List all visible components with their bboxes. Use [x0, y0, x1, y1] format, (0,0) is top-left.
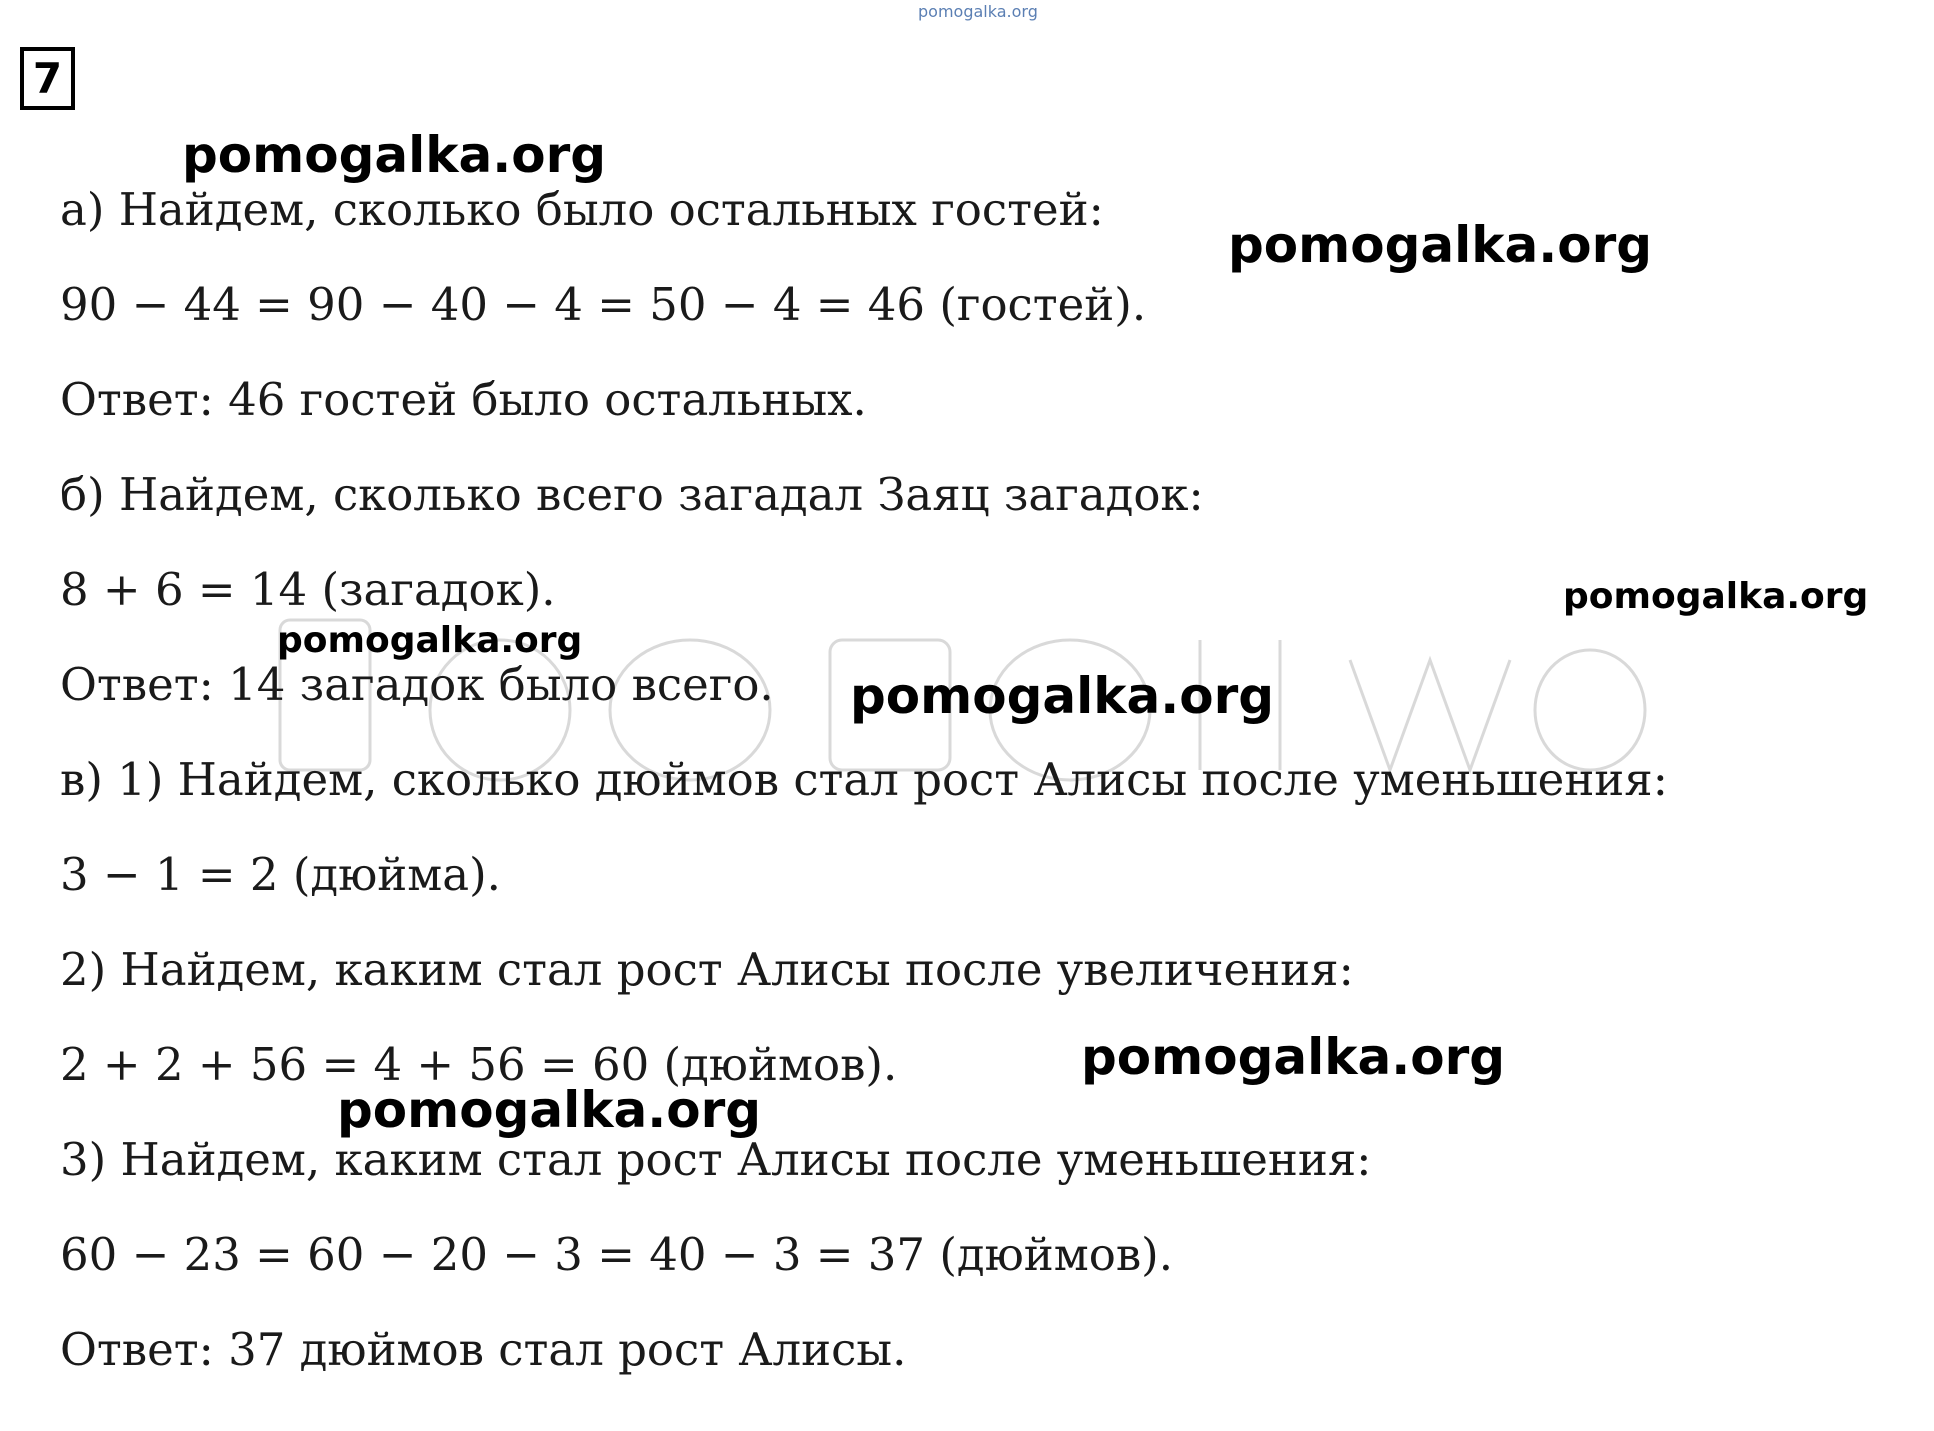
watermark-2: pomogalka.org [1228, 216, 1653, 274]
text-line-a-heading: а) Найдем, сколько было остальных гостей: [60, 183, 1104, 236]
task-number-box: 7 [20, 47, 75, 110]
text-line-a-answer: Ответ: 46 гостей было остальных. [60, 373, 867, 426]
text-line-c1-calc: 3 − 1 = 2 (дюйма). [60, 848, 501, 901]
text-line-c3-heading: 3) Найдем, каким стал рост Алисы после уменьшения: [60, 1133, 1372, 1186]
text-line-b-heading: б) Найдем, сколько всего загадал Заяц загадок: [60, 468, 1204, 521]
watermark-7: pomogalka.org [337, 1081, 762, 1139]
watermark-6: pomogalka.org [1081, 1028, 1506, 1086]
text-line-b-answer: Ответ: 14 загадок было всего. [60, 658, 774, 711]
watermark-5: pomogalka.org [850, 667, 1275, 725]
text-line-c-answer: Ответ: 37 дюймов стал рост Алисы. [60, 1323, 907, 1376]
text-line-c2-heading: 2) Найдем, каким стал рост Алисы после увеличения: [60, 943, 1354, 996]
text-line-b-calc: 8 + 6 = 14 (загадок). [60, 563, 556, 616]
text-line-c3-calc: 60 − 23 = 60 − 20 − 3 = 40 − 3 = 37 (дюймов). [60, 1228, 1174, 1281]
text-line-a-calc: 90 − 44 = 90 − 40 − 4 = 50 − 4 = 46 (гостей). [60, 278, 1147, 331]
text-line-c1-heading: в) 1) Найдем, сколько дюймов стал рост Алисы после уменьшения: [60, 753, 1668, 806]
watermark-4: pomogalka.org [277, 620, 583, 661]
text-line-c2-calc: 2 + 2 + 56 = 4 + 56 = 60 (дюймов). [60, 1038, 898, 1091]
top-watermark: pomogalka.org [918, 2, 1038, 21]
watermark-3: pomogalka.org [1563, 576, 1869, 617]
watermark-1: pomogalka.org [182, 126, 607, 184]
